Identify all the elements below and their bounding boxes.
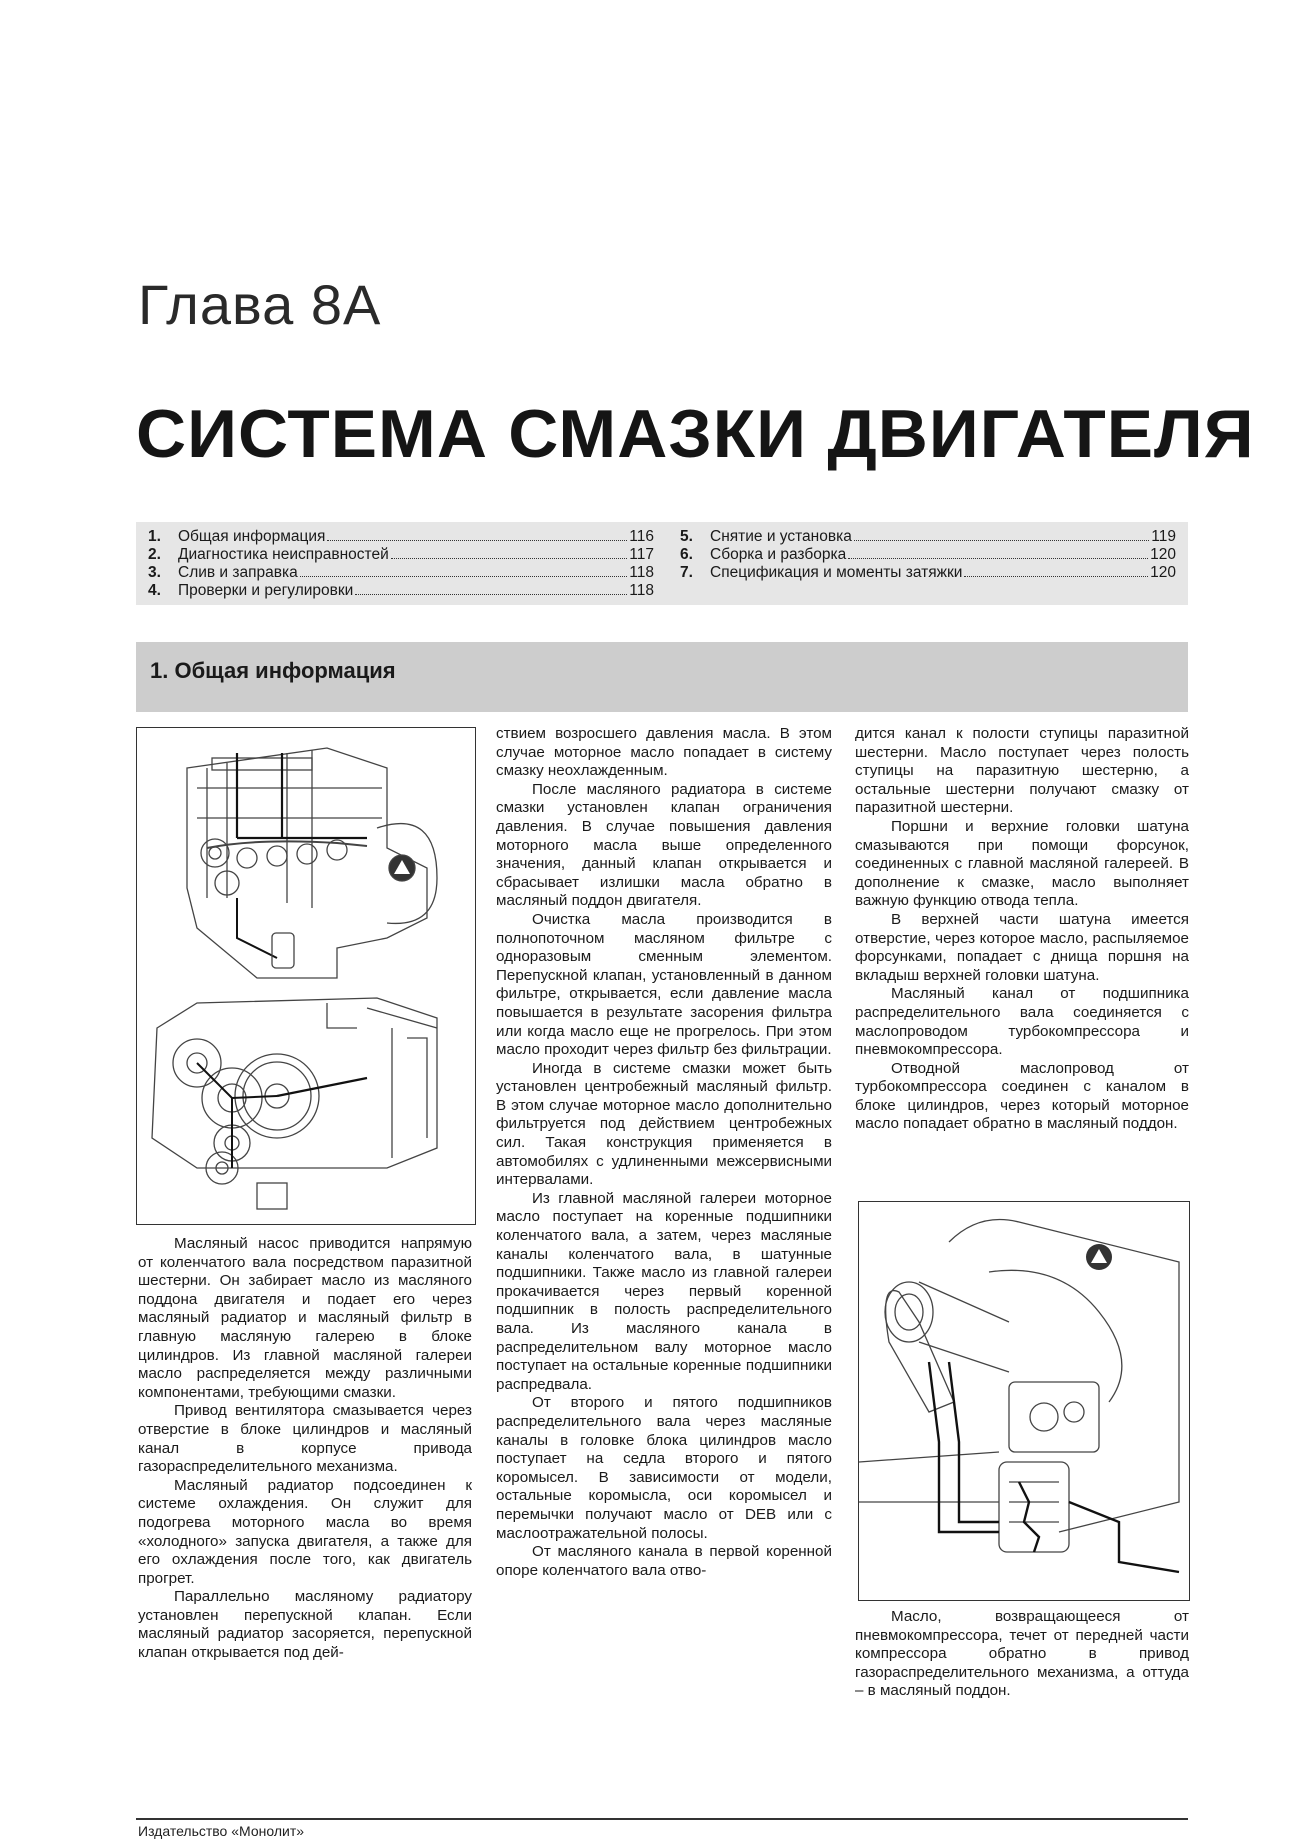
- page-title: СИСТЕМА СМАЗКИ ДВИГАТЕЛЯ: [136, 396, 1255, 472]
- toc-item-page: 120: [1150, 546, 1176, 563]
- toc-item-number: 5.: [680, 528, 693, 545]
- text-column-3: [855, 725, 1189, 1134]
- toc-item-page: 118: [629, 582, 654, 599]
- paragraph: В верхней части шатуна имеется отверстие, через которое масло, распыляемое форсунками, попадает с днища поршня на вкладыш верхней головки шатуна.: [855, 910, 1189, 984]
- paragraph: Иногда в системе смазки может быть установлен центробежный масляный фильтр. В этом случае моторное масло дополнительно фильтруется под действием центробежных сил. Такая конструкция применяется в автомобилях с удлиненными межсервисными интервалами.: [496, 1059, 832, 1189]
- section-title: 1. Общая информация: [150, 658, 396, 683]
- toc-column-left: [148, 528, 654, 600]
- toc-item-number: 4.: [148, 582, 161, 599]
- toc-item[interactable]: [680, 528, 1176, 546]
- toc-item-label: Сборка и разборка: [710, 546, 847, 563]
- section-header: [136, 642, 1188, 712]
- compressor-oil-lines-figure: [858, 1201, 1190, 1601]
- toc-item-page: 116: [629, 528, 654, 545]
- toc-item-label: Проверки и регулировки: [178, 582, 354, 599]
- paragraph: Привод вентилятора смазывается через отверстие в блоке цилиндров и масляный канал в корпусе привода газораспределительного механизма.: [138, 1402, 472, 1476]
- paragraph: Поршни и верхние головки шатуна смазываются при помощи форсунок, соединенных с главной масляной галереей. В дополнение к смазке, масло выполняет важную функцию отвода тепла.: [855, 817, 1189, 910]
- chapter-label: Глава 8А: [138, 273, 382, 336]
- toc-leader-dots: [327, 540, 627, 541]
- toc-leader-dots: [848, 558, 1148, 559]
- toc-item-number: 2.: [148, 546, 161, 563]
- paragraph: Масляный канал от подшипника распределительного вала соединяется с маслопроводом турбокомпрессора и пневмокомпрессора.: [855, 985, 1189, 1059]
- paragraph: Из главной масляной галереи моторное масло поступает на коренные подшипники коленчатого вала, а затем, через масляные каналы коленчатого вала, в шатунные подшипники. Также масло из главной галереи прокачивается через первый коренной подшипник в полость распределительного вала. Из масляного канала в распределительном валу моторное масло поступает на остальные коренные подшипники распредвала.: [496, 1189, 832, 1393]
- compressor-oil-lines-illustration: [859, 1202, 1189, 1600]
- toc-item[interactable]: [148, 564, 654, 582]
- toc-item-page: 120: [1150, 564, 1176, 581]
- paragraph: Масло, возвращающееся от пневмокомпрессора, течет от передней части компрессора обратно в привод газораспределительного механизма, а оттуда – в масляный поддон.: [855, 1608, 1189, 1700]
- toc-item-page: 118: [629, 564, 654, 581]
- paragraph: От масляного канала в первой коренной опоре коленчатого вала отво-: [496, 1543, 832, 1579]
- toc-item[interactable]: [148, 546, 654, 564]
- toc-item-label: Слив и заправка: [178, 564, 298, 581]
- toc-item-label: Снятие и установка: [710, 528, 852, 545]
- paragraph: От второго и пятого подшипников распределительного вала через масляные каналы в головке блока цилиндров масло поступает на седла второго и пятого коромысел. В зависимости от модели, остальные коромысла, оси коромысел и перемычки получают масло от DEB или с маслоотражательной полосы.: [496, 1394, 832, 1542]
- toc-item-label: Диагностика неисправностей: [178, 546, 389, 563]
- paragraph: Отводной маслопровод от турбокомпрессора соединен с каналом в блоке цилиндров, через который моторное масло попадает обратно в масляный поддон.: [855, 1059, 1189, 1133]
- toc-item[interactable]: [148, 582, 654, 600]
- table-of-contents: [136, 522, 1188, 605]
- text-column-1: [138, 1235, 472, 1663]
- paragraph: Очистка масла производится в полнопоточном масляном фильтре с одноразовым сменным элементом. Перепускной клапан, установленный в данном фильтре, открывается, если давление масла повышается в результате засорения фильтра или когда масло еще не прогрелось. При этом масло проходит через фильтр без фильтрации.: [496, 910, 832, 1059]
- toc-item-number: 7.: [680, 564, 693, 581]
- paragraph: дится канал к полости ступицы паразитной шестерни. Масло поступает через полость ступицы на паразитную шестерню, а остальные шестерни получают смазку от паразитной шестерни.: [855, 725, 1189, 817]
- engine-lubrication-figure: [136, 727, 476, 1225]
- toc-leader-dots: [964, 576, 1148, 577]
- paragraph: После масляного радиатора в системе смазки установлен клапан ограничения давления. В случае повышения давления моторного масла выше определенного значения, данный клапан открывается и сбрасывает излишки масла обратно в масляный поддон двигателя.: [496, 780, 832, 910]
- toc-item-label: Общая информация: [178, 528, 326, 545]
- paragraph: Масляный насос приводится напрямую от коленчатого вала посредством паразитной шестерни. Он забирает масло из масляного поддона двигателя и подает его через масляный радиатор и масляный фильтр в главную масляную галерею в блоке цилиндров. Из главной масляной галереи масло распределяется между различными компонентами, требующими смазки.: [138, 1235, 472, 1401]
- toc-item-number: 1.: [148, 528, 161, 545]
- toc-item-number: 6.: [680, 546, 693, 563]
- paragraph: ствием возросшего давления масла. В этом случае моторное масло попадает в систему смазку неохлажденным.: [496, 725, 832, 780]
- paragraph: Параллельно масляному радиатору установлен перепускной клапан. Если масляный радиатор засоряется, перепускной клапан открывается под дей-: [138, 1588, 472, 1662]
- toc-item[interactable]: [148, 528, 654, 546]
- text-column-2: [496, 725, 832, 1580]
- toc-item-page: 119: [1151, 528, 1176, 545]
- toc-column-right: [680, 528, 1176, 582]
- toc-leader-dots: [391, 558, 628, 559]
- toc-item-label: Спецификация и моменты затяжки: [710, 564, 963, 581]
- toc-leader-dots: [854, 540, 1149, 541]
- toc-item[interactable]: [680, 564, 1176, 582]
- publisher-footer: Издательство «Монолит»: [138, 1823, 305, 1839]
- paragraph: Масляный радиатор подсоединен к системе охлаждения. Он служит для подогрева моторного масла во время «холодного» запуска двигателя, а также для его охлаждения после того, как двигатель прогрет.: [138, 1476, 472, 1587]
- footer-divider: [136, 1818, 1188, 1820]
- figure-caption: [855, 1608, 1189, 1701]
- engine-lubrication-illustration: [137, 728, 475, 1224]
- toc-leader-dots: [355, 594, 627, 595]
- toc-item-page: 117: [629, 546, 654, 563]
- toc-item[interactable]: [680, 546, 1176, 564]
- toc-item-number: 3.: [148, 564, 161, 581]
- toc-leader-dots: [300, 576, 628, 577]
